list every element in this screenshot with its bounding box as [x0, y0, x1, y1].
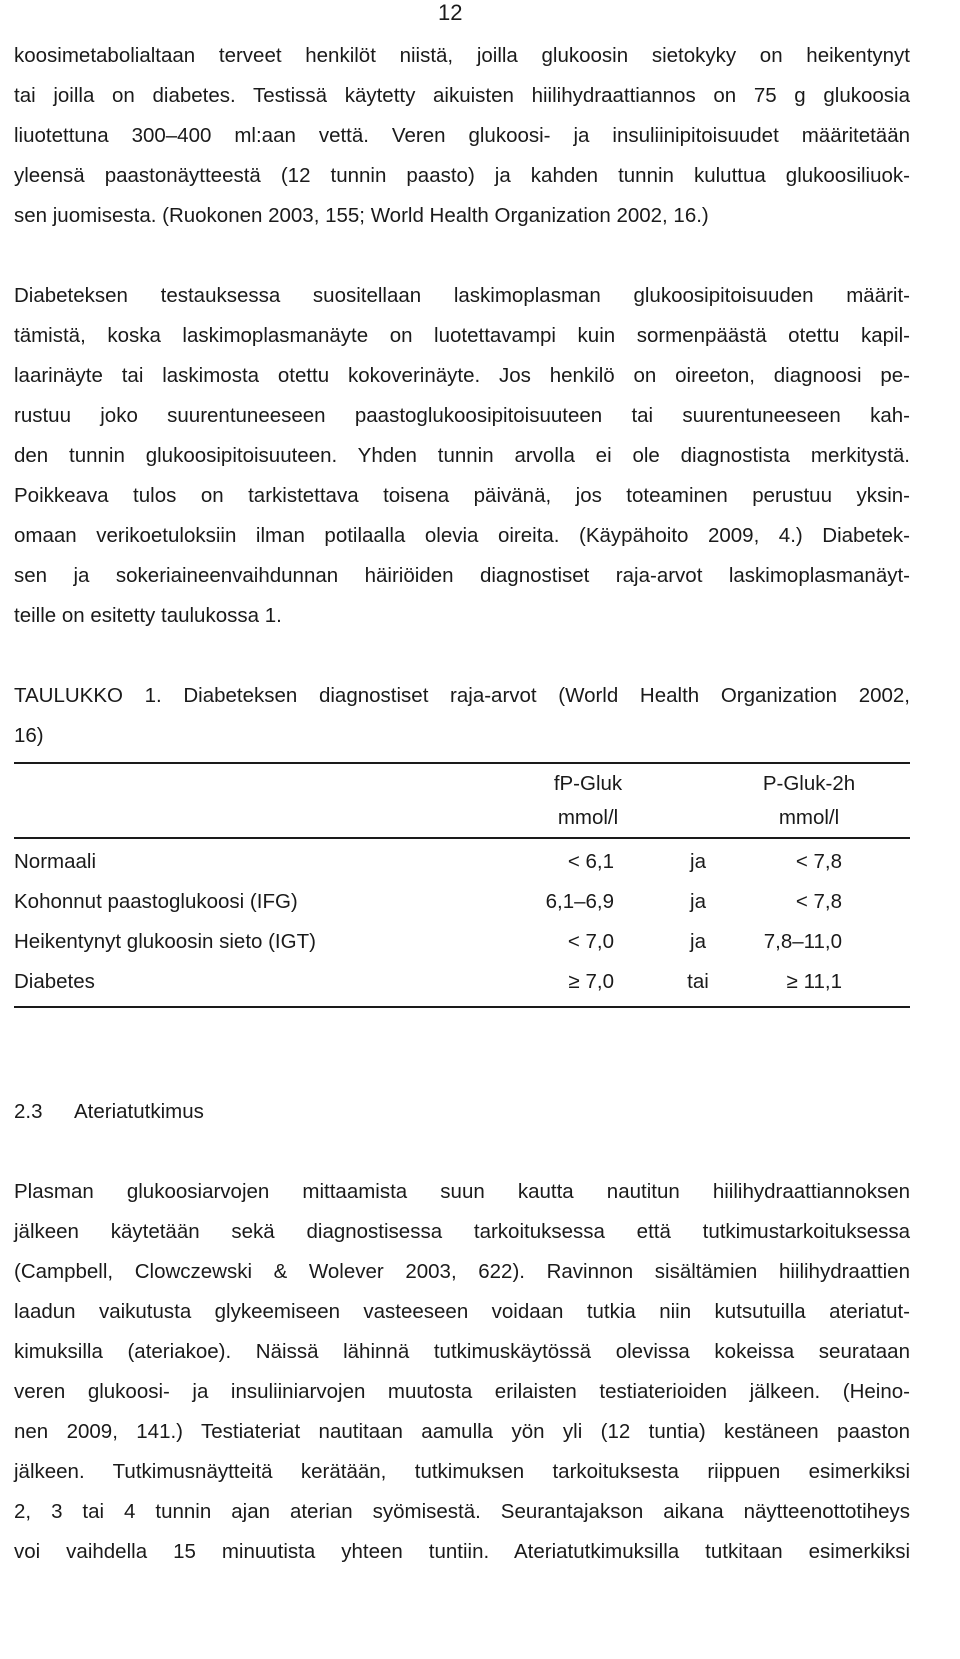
- table-row: [14, 842, 910, 882]
- row-conjunction: ja: [690, 890, 706, 913]
- header-fp-unit: mmol/l: [557, 806, 619, 829]
- row-fp-value: < 7,0: [567, 930, 614, 953]
- text-line: veren glukoosi- ja insuliiniarvojen muutosta erilaisten testiaterioiden jälkeen. (Heino-: [14, 1380, 910, 1403]
- text-line: den tunnin glukoosipitoisuuteen. Yhden tunnin arvolla ei ole diagnostista merkitystä.: [14, 444, 910, 467]
- text-line: 2, 3 tai 4 tunnin ajan aterian syömisestä. Seurantajakson aikana näytteenottotiheys: [14, 1500, 910, 1523]
- row-fp-value: ≥ 7,0: [568, 970, 614, 993]
- row-label: Normaali: [14, 850, 97, 873]
- section-heading: [14, 1092, 204, 1132]
- text-line: voi vaihdella 15 minuutista yhteen tuntiin. Ateriatutkimuksilla tutkitaan esimerkiksi: [14, 1540, 910, 1563]
- text-line: laadun vaikutusta glykeemiseen vasteeseen voidaan tutkia niin kutsutuilla ateriatut-: [14, 1300, 910, 1323]
- text-line: Plasman glukoosiarvojen mittaamista suun kautta nautitun hiilihydraattiannoksen: [14, 1180, 910, 1203]
- row-conjunction: tai: [687, 970, 709, 993]
- header-pg-unit: mmol/l: [778, 806, 840, 829]
- row-pg-value: 7,8–11,0: [763, 930, 842, 953]
- row-label: Diabetes: [14, 970, 95, 993]
- table-row: [14, 882, 910, 922]
- text-line: yleensä paastonäytteestä (12 tunnin paasto) ja kahden tunnin kuluttua glukoosiliuok-: [14, 164, 910, 187]
- paragraph-1: [14, 36, 910, 236]
- paragraph-3: [14, 1172, 910, 1572]
- row-label: Heikentynyt glukoosin sieto (IGT): [14, 930, 316, 953]
- section-title: Ateriatutkimus: [74, 1100, 204, 1123]
- header-fp-name: fP-Gluk: [553, 772, 623, 795]
- page-number: 12: [438, 0, 463, 25]
- caption-line: TAULUKKO 1. Diabeteksen diagnostiset raja-arvot (World Health Organization 2002,: [14, 684, 910, 707]
- row-pg-value: < 7,8: [795, 850, 842, 873]
- text-line: laarinäyte tai laskimosta otettu kokoverinäyte. Jos henkilö on oireeton, diagnoosi pe-: [14, 364, 910, 387]
- text-line: tai joilla on diabetes. Testissä käytetty aikuisten hiilihydraattiannos on 75 g glukoosia: [14, 84, 910, 107]
- text-line: sen juomisesta. (Ruokonen 2003, 155; World Health Organization 2002, 16.): [14, 204, 709, 227]
- text-line: jälkeen. Tutkimusnäytteitä kerätään, tutkimuksen tarkoituksesta riippuen esimerkiksi: [14, 1460, 910, 1483]
- table-bottom-rule: [14, 1006, 910, 1008]
- row-pg-value: < 7,8: [795, 890, 842, 913]
- table-row: [14, 922, 910, 962]
- text-line: Diabeteksen testauksessa suositellaan laskimoplasman glukoosipitoisuuden määrit-: [14, 284, 910, 307]
- text-line: kimuksilla (ateriakoe). Näissä lähinnä tutkimuskäytössä olevissa kokeissa seurataan: [14, 1340, 910, 1363]
- header-pg-name: P-Gluk-2h: [762, 772, 856, 795]
- table-row: [14, 962, 910, 1002]
- table-header-rule: [14, 837, 910, 839]
- text-line: jälkeen käytetään sekä diagnostisessa tarkoituksessa että tutkimustarkoituksessa: [14, 1220, 910, 1243]
- table-caption: [14, 676, 910, 756]
- caption-line: 16): [14, 724, 44, 747]
- section-number: 2.3: [14, 1100, 43, 1123]
- text-line: rustuu joko suurentuneeseen paastoglukoosipitoisuuteen tai suurentuneeseen kah-: [14, 404, 910, 427]
- text-line: Poikkeava tulos on tarkistettava toisena päivänä, jos toteaminen perustuu yksin-: [14, 484, 910, 507]
- text-line: omaan verikoetuloksiin ilman potilaalla olevia oireita. (Käypähoito 2009, 4.) Diabetek-: [14, 524, 910, 547]
- paragraph-2: [14, 276, 910, 636]
- text-line: tämistä, koska laskimoplasmanäyte on luotettavampi kuin sormenpäästä otettu kapil-: [14, 324, 910, 347]
- row-label: Kohonnut paastoglukoosi (IFG): [14, 890, 298, 913]
- text-line: teille on esitetty taulukossa 1.: [14, 604, 282, 627]
- text-line: nen 2009, 141.) Testiateriat nautitaan aamulla yön yli (12 tuntia) kestäneen paaston: [14, 1420, 910, 1443]
- row-fp-value: 6,1–6,9: [545, 890, 614, 913]
- text-line: sen ja sokeriaineenvaihdunnan häiriöiden diagnostiset raja-arvot laskimoplasmanäyt-: [14, 564, 910, 587]
- text-line: liuotettuna 300–400 ml:aan vettä. Veren glukoosi- ja insuliinipitoisuudet määritetään: [14, 124, 910, 147]
- row-pg-value: ≥ 11,1: [786, 970, 842, 993]
- row-conjunction: ja: [690, 930, 706, 953]
- text-line: (Campbell, Clowczewski & Wolever 2003, 622). Ravinnon sisältämien hiilihydraattien: [14, 1260, 910, 1283]
- row-conjunction: ja: [690, 850, 706, 873]
- text-line: koosimetabolialtaan terveet henkilöt niistä, joilla glukoosin sietokyky on heikentynyt: [14, 44, 910, 67]
- row-fp-value: < 6,1: [567, 850, 614, 873]
